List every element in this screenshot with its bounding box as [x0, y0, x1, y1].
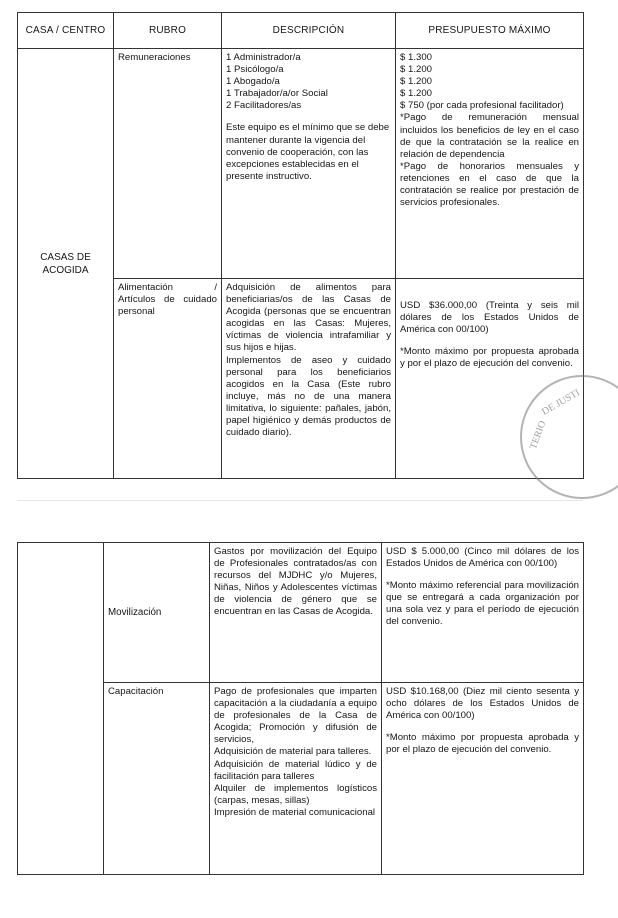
- desc-paragraph: Implementos de aseo y cuidado personal para los beneficiarios acogidos en la Casa (Este rubro incluye, más no de una manera limitativa, lo siguiente: pañales, jabón, papel higiénico y demás productos de cuidado diario).: [226, 354, 391, 439]
- pres-paragraph: $ 750 (por cada profesional facilitador): [400, 100, 564, 112]
- header-rubro: RUBRO: [114, 13, 222, 49]
- desc-paragraph: Gastos por movilización del Equipo de Profesionales contratados/as con recursos del MJDHC y/o Mujeres, Niñas, Niños y Adolescentes víctimas de violencia de género que se encuentran en las Casas de Acogida.: [214, 546, 377, 618]
- desc-line: 1 Abogado/a: [226, 76, 280, 88]
- rubro-cell: [104, 543, 210, 683]
- rubro-label: Capacitación: [108, 686, 164, 697]
- desc-item: Pago de profesionales que imparten capacitación a la ciudadanía a equipo de profesionales de la Casa de Acogida; Promoción y difusión de servicios,: [214, 686, 377, 746]
- header-centro: CASA / CENTRO: [18, 13, 114, 49]
- header-presupuesto: PRESUPUESTO MÁXIMO: [396, 13, 584, 49]
- descripcion-cell: [210, 543, 382, 683]
- descripcion-cell: [222, 49, 396, 279]
- pres-paragraph: *Monto máximo por propuesta aprobada y por el plazo de ejecución del convenio.: [400, 346, 579, 370]
- pres-paragraph: *Monto máximo por propuesta aprobada y por el plazo de ejecución del convenio.: [386, 732, 579, 756]
- rubro-label: Movilización: [108, 607, 162, 618]
- table-row: [18, 49, 584, 279]
- scan-artifact: [17, 500, 583, 501]
- pres-paragraph: USD $10.168,00 (Diez mil ciento sesenta y ocho dólares de los Estados Unidos de América con 00/100): [386, 686, 579, 722]
- pres-line: $ 1.200: [400, 88, 433, 100]
- budget-table-continuation: [17, 542, 584, 875]
- presupuesto-cell: [382, 543, 584, 683]
- desc-item: Impresión de material comunicacional: [214, 806, 376, 818]
- descripcion-cell: [222, 279, 396, 479]
- table-header-row: [18, 13, 584, 49]
- desc-line: 1 Administrador/a: [226, 52, 301, 63]
- desc-line: 2 Facilitadores/as: [226, 100, 302, 112]
- presupuesto-cell: [396, 49, 584, 279]
- desc-paragraph: Este equipo es el mínimo que se debe mantener durante la vigencia del convenio de cooperación, con las excepciones establecidas en el presente instructivo.: [226, 122, 390, 182]
- desc-line: 1 Trabajador/a/or Social: [226, 88, 328, 100]
- pres-paragraph: USD $ 5.000,00 (Cinco mil dólares de los Estados Unidos de América con 00/100): [386, 546, 579, 570]
- descripcion-cell: [210, 683, 382, 875]
- desc-paragraph: Adquisición de alimentos para beneficiarias/os de las Casas de Acogida (personas que se encuentran acogidas en las Casas: Mujeres, víctimas de violencia intrafamiliar y sus hijos e hijas.: [226, 282, 391, 354]
- desc-item: Adquisición de material para talleres.: [214, 746, 372, 758]
- pres-paragraph: *Monto máximo referencial para movilización que se entregará a cada organización por una sola vez y para el período de ejecución del convenio.: [386, 580, 579, 628]
- desc-item: Adquisición de material lúdico y de facilitación para talleres: [214, 758, 377, 782]
- budget-table-casas-de-acogida: [17, 12, 584, 479]
- pres-paragraph: USD $36.000,00 (Treinta y seis mil dólares de los Estados Unidos de América con 00/100): [400, 300, 579, 336]
- ministry-stamp: TERIO DE JUSTI: [520, 375, 618, 499]
- pres-line: $ 1.300: [400, 52, 433, 63]
- table-row: [18, 543, 584, 683]
- desc-line: 1 Psicólogo/a: [226, 64, 284, 76]
- header-descripcion: DESCRIPCIÓN: [222, 13, 396, 49]
- pres-line: $ 1.200: [400, 64, 433, 76]
- pres-paragraph: *Pago de honorarios mensuales y retenciones en el caso de que la contratación se realice por prestación de servicios profesionales.: [400, 160, 579, 209]
- centro-cell-empty: [18, 543, 104, 875]
- pres-paragraph: *Pago de remuneración mensual incluidos los beneficios de ley en el caso de que la contratación se la realice en relación de dependencia: [400, 112, 579, 160]
- rubro-label: Alimentación / Artículos de cuidado personal: [118, 282, 217, 318]
- desc-item: Alquiler de implementos logísticos (carpas, mesas, sillas): [214, 782, 377, 806]
- rubro-label: Remuneraciones: [118, 52, 191, 63]
- rubro-cell: [114, 279, 222, 479]
- rubro-cell: [114, 49, 222, 279]
- centro-label: CASAS DE ACOGIDA: [40, 251, 91, 276]
- pres-line: $ 1.200: [400, 76, 433, 88]
- centro-cell: [18, 49, 114, 479]
- presupuesto-cell: [382, 683, 584, 875]
- rubro-cell: [104, 683, 210, 875]
